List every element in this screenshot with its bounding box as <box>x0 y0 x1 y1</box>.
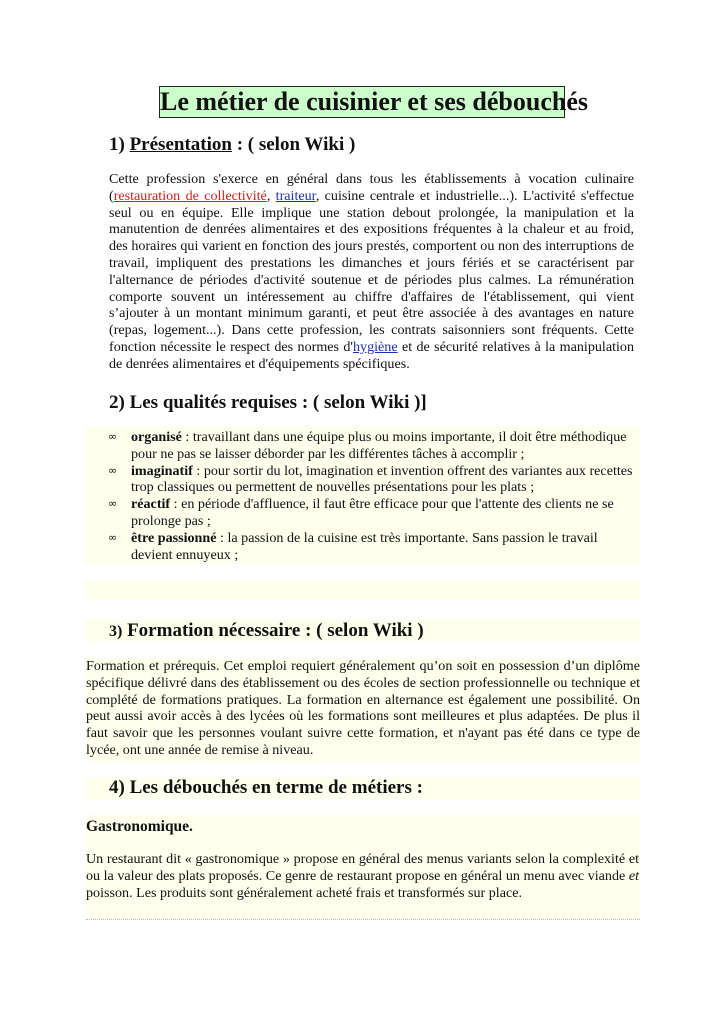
link-hygiene[interactable]: hygiène <box>352 338 398 355</box>
section-1-number: 1) <box>109 134 125 155</box>
formation-lead: Formation et prérequis <box>86 658 216 674</box>
presentation-text-middle: , cuisine centrale et industrielle...). L'activité s'effectue seul ou en équipe. Elle implique une station debout prolongée, la manipulation et la manutention de denrées alimentaires et des expositions fréquentes à la chaleur et au froid, des horaires qui varient en fonction des jours prestés, comportent ou non des interruptions de travail, impliquent des prestations les dimanches et jours fériés et se caractérisent par l'alternance de périodes d'activité soutenue et de périodes plus calmes. La rémunération comporte souvent un intéressement au chiffre d'affaires de l'établissement, qui vient s’ajouter à un montant minimum garanti, et peut être associée à des avantages en nature (repas, logement...). Dans cette profession, les contrats saisonniers sont fréquents. Cette fonction nécessite le respect des normes d' <box>109 187 634 355</box>
section-1-title: Présentation <box>129 134 232 155</box>
formation-paragraph <box>86 658 640 762</box>
section-3-title: Formation nécessaire : ( selon Wiki ) <box>127 620 424 641</box>
section-1-heading <box>109 133 355 157</box>
formation-text: . Cet emploi requiert généralement qu’on soit en possession d’un diplôme spécifique délivré dans des établissement ou des écoles de section professionnelle ou technique et complété de formations pratiques. La formation en alternance est également une possibilité. On peut aussi avoir accès à des lycées où les formations sont meilleures et plus adaptées. De plus il faut savoir que les personnes voulant suivre cette formation, et n'ayant pas été dans ce type de lycée, ont une année de remise à niveau. <box>86 658 640 758</box>
gastronomique-text-end: poisson. Les produits sont généralement acheté frais et transformés sur place. <box>86 884 522 901</box>
link-restauration-collectivite[interactable]: restauration de collectivité <box>113 187 267 204</box>
infinity-bullet-icon: ∞ <box>108 530 118 544</box>
list-item <box>108 496 636 530</box>
infinity-bullet-icon: ∞ <box>108 497 118 511</box>
presentation-text-end: et de sécurité relatives à la manipulation de denrées alimentaires et d'équipements spécifiques. <box>109 338 635 372</box>
qualities-list <box>108 429 636 563</box>
infinity-bullet-icon: ∞ <box>108 430 118 443</box>
gastronomique-subheading: Gastronomique. <box>86 818 193 835</box>
qualities-list-container <box>108 429 636 563</box>
section-1-source: : ( selon Wiki ) <box>231 134 356 155</box>
quality-term: réactif <box>131 496 171 513</box>
quality-description: : travaillant dans une équipe plus ou moins importante, il doit être méthodique pour ne pas se laisser déborder par les différentes tâches à accomplir ; <box>131 429 627 462</box>
section-3-heading <box>109 619 424 644</box>
link-traiteur[interactable]: traiteur <box>275 187 316 204</box>
quality-description: : en période d'affluence, il faut être efficace pour que l'attente des clients ne se prolonge pas ; <box>131 496 614 529</box>
document-title: Le métier de cuisinier et ses débouchés <box>160 87 588 116</box>
gastronomique-paragraph <box>86 851 639 901</box>
presentation-paragraph <box>109 171 634 373</box>
presentation-text-start: Cette profession s'exerce en général dans tous les établissements à vocation culinaire ( <box>109 171 634 204</box>
section-3-number: 3) <box>109 623 123 640</box>
quality-term: être passionné <box>131 529 217 546</box>
list-item <box>108 463 636 497</box>
section-2-heading: 2) Les qualités requises : ( selon Wiki )] <box>109 392 427 413</box>
list-item <box>108 530 636 564</box>
section-4-heading: 4) Les débouchés en terme de métiers : <box>109 777 423 798</box>
quality-description: : la passion de la cuisine est très importante. Sans passion le travail devient ennuyeux ; <box>131 529 598 563</box>
gastronomique-text-start: Un restaurant dit « gastronomique » propose en général des menus variants selon la complexité et ou la valeur des plats proposés. Ce genre de restaurant propose en général un menu avec viande <box>86 851 639 884</box>
quality-term: organisé <box>131 429 182 445</box>
quality-term: imaginatif <box>131 462 193 479</box>
infinity-bullet-icon: ∞ <box>108 463 118 477</box>
quality-description: : pour sortir du lot, imagination et invention offrent des variantes aux recettes trop classiques ou permettent de nouvelles présentations pour les plats ; <box>131 462 633 496</box>
presentation-separator: , <box>266 187 276 204</box>
gastronomique-emphasis: et <box>628 867 639 884</box>
empty-highlight-spacer <box>86 580 640 600</box>
list-item <box>108 429 636 463</box>
